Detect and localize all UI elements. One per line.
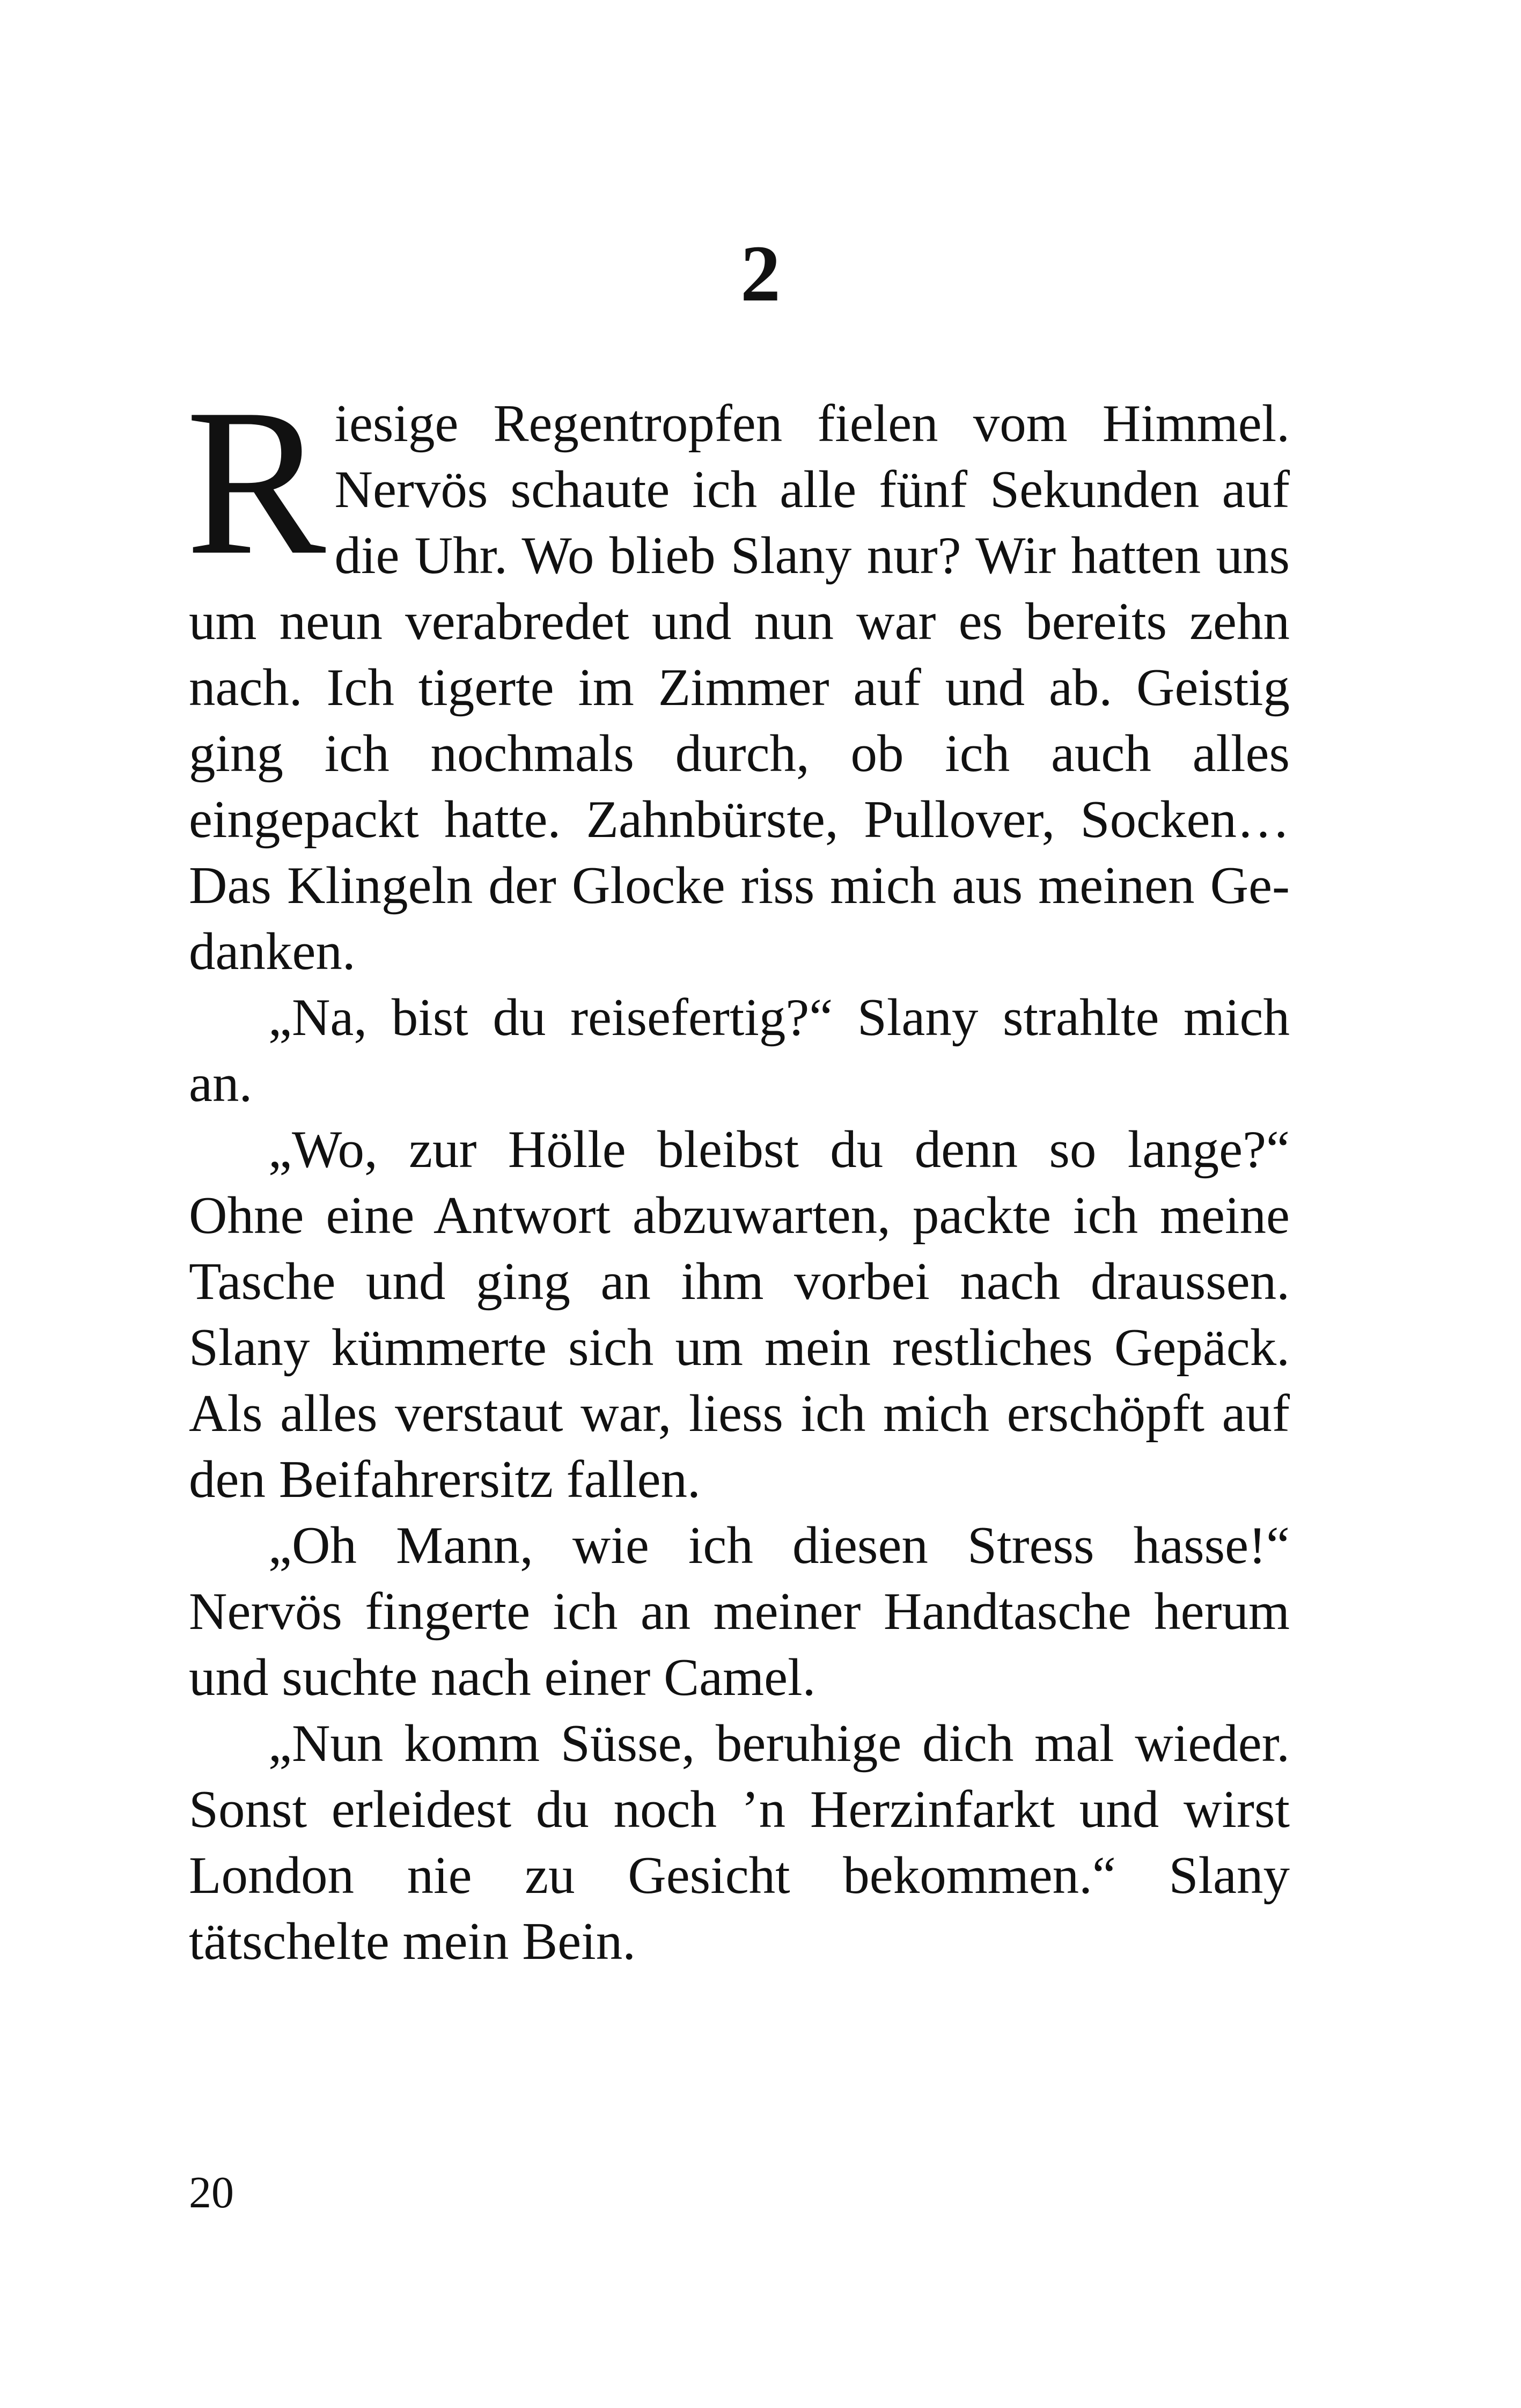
chapter-number: 2 bbox=[740, 229, 781, 318]
paragraph-1-text: iesige Regentropfen fielen vom Himmel. Nervös schaute ich alle fünf Sekunden auf die Uhr. Wo blieb Slany nur? Wir hatten uns um neun verabredet und nun war es bereits zehn nach. Ich tigerte im Zimmer auf und ab. Geistig ging ich nochmals durch, ob ich auch alles eingepackt hatte. Zahnbürste, Pullover, Socken… Das Klingeln der Glocke riss mich aus meinen Gedanken. bbox=[189, 394, 1290, 981]
paragraph-2: „Na, bist du reisefertig?“ Slany strahlte mich an. bbox=[189, 988, 1290, 1113]
drop-cap: R bbox=[186, 365, 326, 598]
paragraph-1 bbox=[186, 365, 1290, 985]
paragraph-4: „Oh Mann, wie ich diesen Stress hasse!“ Nervös fingerte ich an meiner Handtasche herum und suchte nach einer Camel. bbox=[189, 1516, 1290, 1707]
page-number: 20 bbox=[189, 2168, 234, 2218]
body-text bbox=[186, 365, 1290, 1974]
paragraph-3: „Wo, zur Hölle bleibst du denn so lange?“ Ohne eine Antwort abzuwarten, packte ich meine Tasche und ging an ihm vorbei nach draussen. Slany kümmerte sich um mein restliches Gepäck. Als alles verstaut war, liess ich mich erschöpft auf den Beifahrersitz fallen. bbox=[189, 1120, 1290, 1509]
paragraph-5: „Nun komm Süsse, beruhige dich mal wieder. Sonst erleidest du noch ’n Herzinfarkt und wirst London nie zu Gesicht bekommen.“ Slany tätschelte mein Bein. bbox=[189, 1714, 1290, 1971]
